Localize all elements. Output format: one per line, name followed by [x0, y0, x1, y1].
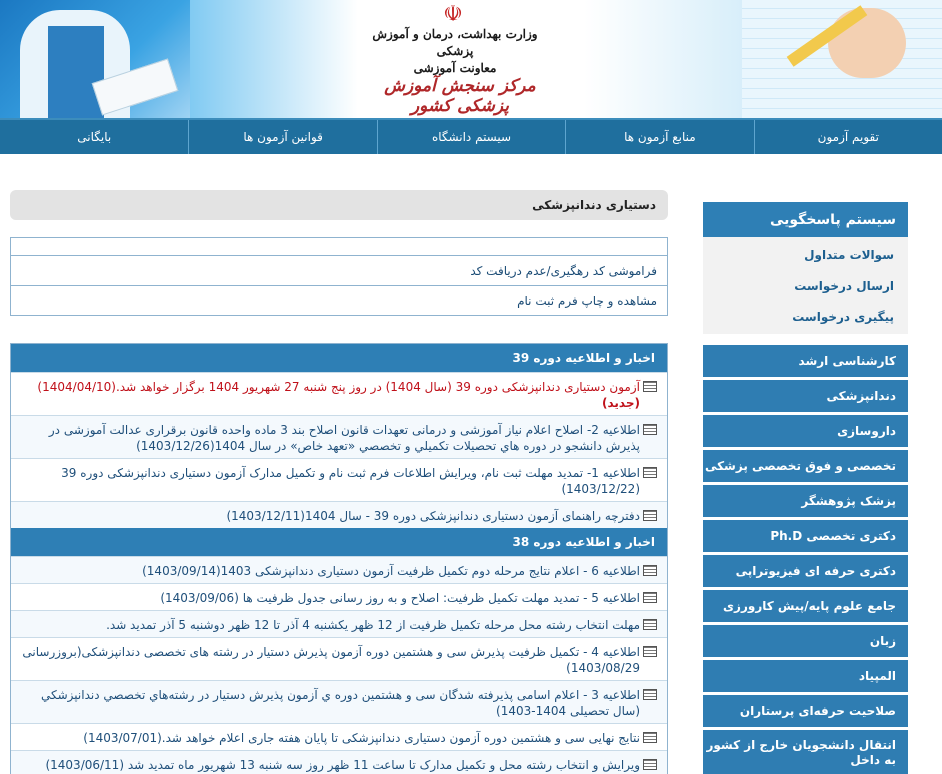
nav-item-exam-rules[interactable]: قوانین آزمون ها — [188, 120, 376, 154]
news-icon — [643, 689, 657, 700]
news-item-text: اطلاعیه 1- تمدید مهلت ثبت نام، ویرایش اطلاعات فرم ثبت نام و تکمیل مدارک آزمون دستیاری دندانپزشکی دوره 39 (1403/12/22) — [61, 466, 640, 496]
center-name-logo: مرکز سنجش آموزش پزشکی کشور — [384, 76, 536, 116]
news-item-text: ویرایش و انتخاب رشته محل و تکمیل مدارک تا ساعت 11 ظهر روز سه شنبه 13 شهریور ماه تمدید شد (1403/06/11) — [45, 758, 640, 772]
response-links — [703, 237, 908, 334]
news-icon — [643, 424, 657, 435]
link-send-request[interactable]: ارسال درخواست — [794, 278, 894, 293]
news-icon — [643, 381, 657, 392]
iran-emblem-icon: ☫ — [443, 2, 463, 27]
category-basic-sciences[interactable]: جامع علوم پایه/پیش کارورزی — [703, 590, 908, 622]
category-physiotherapy[interactable]: دکتری حرفه ای فیزیوتراپی — [703, 555, 908, 587]
news-item-text: نتایج نهایی سی و هشتمین دوره آزمون دستیاری دندانپزشکی تا پایان هفته جاری اعلام خواهد شد.(1403/07/01) — [83, 731, 640, 745]
exam-categories — [703, 345, 908, 774]
nav-item-archive[interactable]: بایگانی — [77, 130, 112, 144]
news-icon — [643, 732, 657, 743]
quick-links-box — [10, 237, 668, 316]
news-item-text: آزمون دستیاری دندانپزشکی دوره 39 (سال 1404) در روز پنج شنبه 27 شهریور 1404 برگزار خواهد شد.(1404/04/10) — [37, 380, 640, 394]
news-item[interactable] — [11, 610, 667, 637]
news-icon — [643, 510, 657, 521]
category-nurse-qualification[interactable]: صلاحیت حرفه‌ای پرستاران — [703, 695, 908, 727]
news-item-text: اطلاعیه 6 - اعلام نتایج مرحله دوم تکمیل ظرفیت آزمون دستیاری دندانپزشکی 1403(1403/09/14) — [142, 564, 640, 578]
link-forgot-tracking-code[interactable]: فراموشی کد رهگیری/عدم دریافت کد — [11, 255, 667, 285]
category-student-transfer[interactable]: انتقال دانشجویان خارج از کشور به داخل — [703, 730, 908, 774]
category-pharmacy[interactable]: داروسازی — [703, 415, 908, 447]
category-dentistry[interactable]: دندانپزشکی — [703, 380, 908, 412]
news-item-text: اطلاعیه 3 - اعلام اسامی پذیرفته شدگان سی و هشتمین دوره ي آزمون پذيرش دستيار در رشته‌هاي تخصصي دندانپزشكي (سال تحصیلی 1404-1403) — [40, 688, 640, 718]
news-section-title: اخبار و اطلاعیه دوره 38 — [11, 528, 667, 556]
new-badge: (جدید) — [602, 396, 640, 410]
category-physician-researcher[interactable]: پزشک پژوهشگر — [703, 485, 908, 517]
news-item-text: مهلت انتخاب رشته محل مرحله تکمیل ظرفیت از 12 ظهر یکشنبه 4 آذر تا 12 ظهر دوشنبه 5 آذر تمدید شد. — [106, 618, 640, 632]
nav-item-university-system[interactable]: سیستم دانشگاه — [377, 120, 565, 154]
news-item[interactable] — [11, 501, 667, 528]
main-content — [10, 190, 668, 316]
doctor-illustration — [0, 0, 190, 118]
news-icon — [643, 759, 657, 770]
news-item[interactable] — [11, 637, 667, 680]
news-item-text: اطلاعیه 4 - تکمیل ظرفیت پذیرش سی و هشتمین دوره آزمون پذیرش دستیار در رشته های تخصصی دندانپزشکی(بروزرسانی 1403/08/29) — [22, 645, 640, 675]
news-item[interactable] — [11, 556, 667, 583]
news-icon — [643, 467, 657, 478]
page-title: دستیاری دندانپزشکی — [10, 190, 668, 220]
link-view-print-form[interactable]: مشاهده و چاپ فرم ثبت نام — [11, 285, 667, 315]
ministry-title — [360, 26, 550, 77]
news-item[interactable] — [11, 415, 667, 458]
quick-links-spacer — [11, 238, 667, 255]
ministry-line: معاونت آموزشی — [413, 61, 497, 75]
category-language[interactable]: زبان — [703, 625, 908, 657]
link-faq[interactable]: سوالات متداول — [804, 247, 894, 262]
news-item[interactable] — [11, 680, 667, 723]
news-item[interactable] — [11, 583, 667, 610]
news-panel — [10, 343, 668, 774]
response-system-panel — [703, 202, 908, 334]
ministry-line: وزارت بهداشت، درمان و آموزش پزشکی — [372, 27, 538, 58]
category-specialty-medicine[interactable]: تخصصی و فوق تخصصی پزشکی — [703, 450, 908, 482]
news-item[interactable] — [11, 458, 667, 501]
news-icon — [643, 565, 657, 576]
news-item[interactable] — [11, 372, 667, 415]
news-item[interactable] — [11, 750, 667, 774]
doctor-scrub-shape — [48, 26, 104, 118]
news-item-text: دفترچه راهنمای آزمون دستیاری دندانپزشکی دوره 39 - سال 1404(1403/12/11) — [226, 509, 640, 523]
response-system-title: سیستم پاسخگویی — [703, 202, 908, 237]
news-item-text: اطلاعیه 5 - تمدید مهلت تکمیل ظرفیت: اصلاح و به روز رسانی جدول ظرفیت ها (1403/09/06) — [160, 591, 640, 605]
header-banner — [0, 0, 942, 118]
answer-sheet-illustration — [742, 0, 942, 118]
news-icon — [643, 592, 657, 603]
category-masters[interactable]: کارشناسی ارشد — [703, 345, 908, 377]
category-olympiad[interactable]: المپیاد — [703, 660, 908, 692]
news-section-title: اخبار و اطلاعیه دوره 39 — [11, 344, 667, 372]
news-icon — [643, 646, 657, 657]
news-item[interactable] — [11, 723, 667, 750]
news-item-text: اطلاعیه 2- اصلاح اعلام نیاز آموزشی و درمانی تعهدات قانون اصلاح بند 3 ماده واحده قانون برقراری عدالت آموزشی در پذیرش دانشجو در دوره هاي تحصيلات تكميلي و تخصصي «تعهد خاص» در سال 1404(1403/12/26) — [48, 423, 640, 453]
news-icon — [643, 619, 657, 630]
category-phd[interactable]: دکتری تخصصی Ph.D — [703, 520, 908, 552]
nav-item-exam-sources[interactable]: منابع آزمون ها — [565, 120, 753, 154]
main-nav — [0, 118, 942, 154]
link-track-request[interactable]: پیگیری درخواست — [792, 309, 894, 324]
nav-item-exam-calendar[interactable]: تقویم آزمون — [754, 120, 942, 154]
